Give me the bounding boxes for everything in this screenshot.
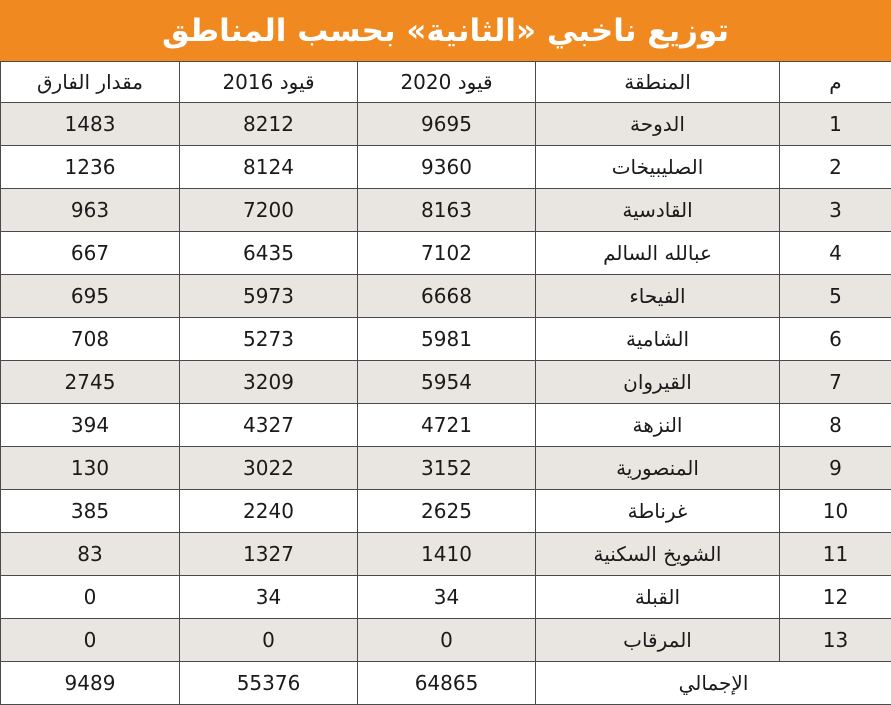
row-q2016: 3022 (180, 447, 358, 490)
total-q2016: 55376 (180, 662, 358, 705)
header-num: م (780, 62, 891, 103)
row-q2016: 5973 (180, 275, 358, 318)
row-diff: 708 (1, 318, 180, 361)
row-number: 8 (780, 404, 891, 447)
total-diff: 9489 (1, 662, 180, 705)
table-row (1, 275, 891, 318)
row-area: المرقاب (536, 619, 780, 662)
row-number: 7 (780, 361, 891, 404)
row-q2016: 0 (180, 619, 358, 662)
table-row (1, 232, 891, 275)
total-row (1, 662, 891, 705)
row-q2016: 5273 (180, 318, 358, 361)
row-number: 5 (780, 275, 891, 318)
row-diff: 1236 (1, 146, 180, 189)
row-q2016: 2240 (180, 490, 358, 533)
row-area: النزهة (536, 404, 780, 447)
row-q2020: 0 (358, 619, 536, 662)
row-diff: 2745 (1, 361, 180, 404)
header-q2016: قيود 2016 (180, 62, 358, 103)
table-row (1, 404, 891, 447)
row-area: القيروان (536, 361, 780, 404)
row-q2020: 3152 (358, 447, 536, 490)
row-q2016: 7200 (180, 189, 358, 232)
row-diff: 130 (1, 447, 180, 490)
table-row (1, 189, 891, 232)
row-q2020: 4721 (358, 404, 536, 447)
row-diff: 1483 (1, 103, 180, 146)
header-q2020: قيود 2020 (358, 62, 536, 103)
row-q2020: 7102 (358, 232, 536, 275)
table-row (1, 103, 891, 146)
row-number: 10 (780, 490, 891, 533)
table-row (1, 533, 891, 576)
row-number: 12 (780, 576, 891, 619)
row-q2020: 5981 (358, 318, 536, 361)
row-number: 11 (780, 533, 891, 576)
header-row (1, 62, 891, 103)
row-area: غرناطة (536, 490, 780, 533)
table-row (1, 361, 891, 404)
row-area: عبالله السالم (536, 232, 780, 275)
row-q2016: 4327 (180, 404, 358, 447)
table-row (1, 447, 891, 490)
row-q2020: 2625 (358, 490, 536, 533)
row-area: الفيحاء (536, 275, 780, 318)
row-q2020: 1410 (358, 533, 536, 576)
total-label: الإجمالي (536, 662, 891, 705)
row-q2020: 6668 (358, 275, 536, 318)
header-area: المنطقة (536, 62, 780, 103)
row-area: الدوحة (536, 103, 780, 146)
row-q2016: 6435 (180, 232, 358, 275)
row-area: المنصورية (536, 447, 780, 490)
row-q2016: 1327 (180, 533, 358, 576)
row-diff: 963 (1, 189, 180, 232)
row-diff: 385 (1, 490, 180, 533)
row-area: الشامية (536, 318, 780, 361)
row-q2020: 34 (358, 576, 536, 619)
voters-table (0, 61, 891, 705)
row-q2016: 8212 (180, 103, 358, 146)
row-q2016: 34 (180, 576, 358, 619)
row-number: 3 (780, 189, 891, 232)
table-row (1, 318, 891, 361)
row-number: 6 (780, 318, 891, 361)
table-row (1, 146, 891, 189)
row-number: 9 (780, 447, 891, 490)
row-area: القادسية (536, 189, 780, 232)
row-q2020: 8163 (358, 189, 536, 232)
row-q2020: 9360 (358, 146, 536, 189)
row-number: 4 (780, 232, 891, 275)
row-q2020: 9695 (358, 103, 536, 146)
row-q2020: 5954 (358, 361, 536, 404)
header-diff: مقدار الفارق (1, 62, 180, 103)
row-number: 13 (780, 619, 891, 662)
table-row (1, 619, 891, 662)
row-number: 1 (780, 103, 891, 146)
row-q2016: 3209 (180, 361, 358, 404)
row-diff: 394 (1, 404, 180, 447)
row-area: الصليبيخات (536, 146, 780, 189)
row-diff: 83 (1, 533, 180, 576)
title-bar (0, 0, 891, 61)
row-diff: 0 (1, 576, 180, 619)
row-number: 2 (780, 146, 891, 189)
row-diff: 695 (1, 275, 180, 318)
total-q2020: 64865 (358, 662, 536, 705)
row-diff: 667 (1, 232, 180, 275)
table-title: توزيع ناخبي «الثانية» بحسب المناطق (162, 13, 729, 49)
row-area: القبلة (536, 576, 780, 619)
table-row (1, 576, 891, 619)
row-area: الشويخ السكنية (536, 533, 780, 576)
table-row (1, 490, 891, 533)
row-q2016: 8124 (180, 146, 358, 189)
row-diff: 0 (1, 619, 180, 662)
